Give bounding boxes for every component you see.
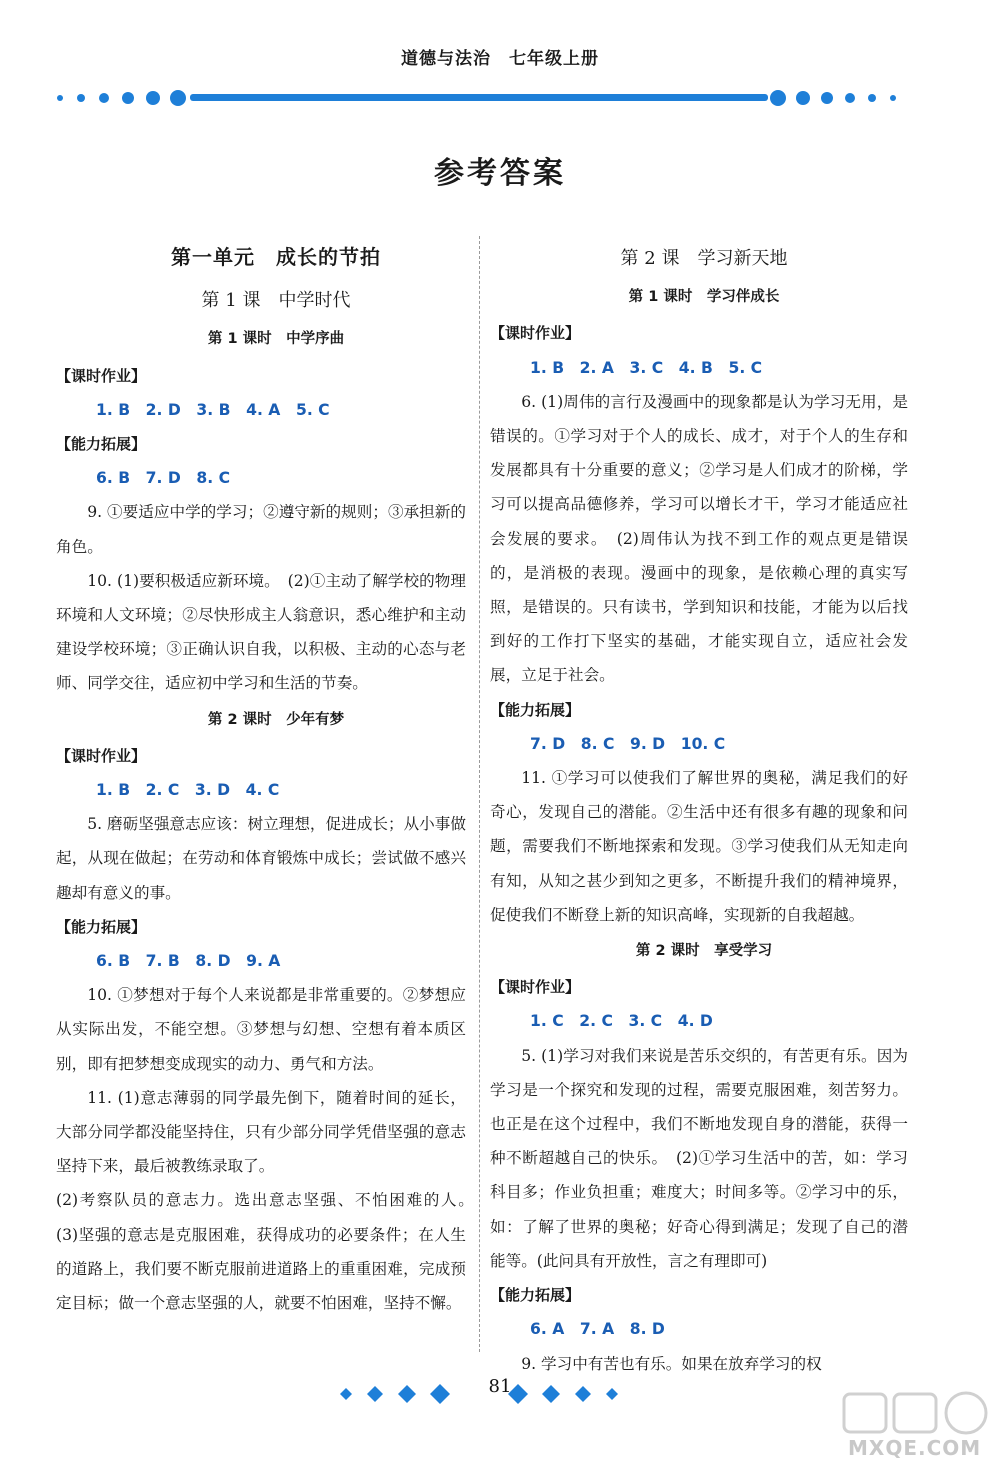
- answer-paragraph: 11. ①学习可以使我们了解世界的奥秘，满足我们的好奇心，发现自己的潜能。②生活中还有很多有趣的现象和问题，需要我们不断地探索和发现。③学习使我们从无知走向有知，从知之甚少到知之更多，不断提升我们的精神境界，促使我们不断登上新的知识高峰，实现新的自我超越。: [490, 769, 908, 924]
- right-column: [490, 236, 908, 1381]
- answer-line: 1. B 2. A 3. C 4. B 5. C: [530, 358, 763, 377]
- answer-line: 7. D 8. C 9. D 10. C: [530, 734, 726, 753]
- header-decorative-rule: [50, 80, 900, 116]
- answer-line: 6. B 7. D 8. C: [96, 469, 231, 488]
- period-title: 第 1 课时 中学序曲: [207, 331, 345, 348]
- page-number: 81: [488, 1376, 512, 1397]
- period-title: 第 2 课时 少年有梦: [207, 711, 345, 728]
- lesson-title: 第 1 课 中学时代: [201, 290, 351, 312]
- answer-paragraph: 10. (1)要积极适应新环境。 (2)①主动了解学校的物理环境和人文环境；②尽快形成主人翁意识，悉心维护和主动建设学校环境；③正确认识自我，以积极、主动的心态与老师、同学交往，适应初中学习和生活的节奏。: [56, 571, 466, 693]
- watermark-text: MXQE.COM: [848, 1436, 982, 1460]
- period-title: 第 1 课时 学习伴成长: [628, 289, 780, 306]
- answer-paragraph: 9. 学习中有苦也有乐。如果在放弃学习的权: [521, 1354, 822, 1373]
- running-header: 道德与法治 七年级上册: [401, 49, 599, 69]
- answer-line: 1. B 2. D 3. B 4. A 5. C: [96, 400, 330, 419]
- section-heading: 【课时作业】: [56, 366, 147, 385]
- section-heading: 【能力拓展】: [56, 917, 147, 936]
- period-title: 第 2 课时 享受学习: [635, 943, 773, 960]
- answer-paragraph: (2)考察队员的意志力。选出意志坚强、不怕困难的人。 (3)坚强的意志是克服困难，获得成功的必要条件；在人生的道路上，我们要不断克服前进道路上的重重困难，完成预定目标；做一个意志坚强的人，就要不怕困难，坚持不懈。: [56, 1191, 482, 1313]
- section-heading: 【课时作业】: [490, 324, 581, 343]
- answer-paragraph: 5. (1)学习对我们来说是苦乐交织的，有苦更有乐。因为学习是一个探究和发现的过程，需要克服困难，刻苦努力。也正是在这个过程中，我们不断地发现自身的潜能，获得一种不断超越自己的快乐。 (2)①学习生活中的苦，如：学习科目多；作业负担重；难度大；时间多等。②学习中的乐，如：了解了世界的奥秘；好奇心得到满足；发现了自己的潜能等。(此问具有开放性，言之有理即可): [490, 1046, 908, 1270]
- section-heading: 【能力拓展】: [56, 435, 147, 454]
- answer-line: 6. A 7. A 8. D: [530, 1320, 665, 1339]
- lesson-title: 第 2 课 学习新天地: [620, 248, 788, 269]
- answer-line: 6. B 7. B 8. D 9. A: [96, 952, 281, 971]
- unit-title: 第一单元 成长的节拍: [171, 245, 381, 269]
- answer-line: 1. C 2. C 3. C 4. D: [530, 1012, 713, 1031]
- answer-paragraph: 9. ①要适应中学的学习；②遵守新的规则；③承担新的角色。: [56, 503, 466, 556]
- section-heading: 【课时作业】: [490, 978, 581, 997]
- left-column: [56, 236, 482, 1320]
- answer-paragraph: 5. 磨砺坚强意志应该：树立理想，促进成长；从小事做起，从现在做起；在劳动和体育锻炼中成长；尝试做不感兴趣却有意义的事。: [56, 815, 466, 902]
- page-title: 参考答案: [434, 156, 566, 191]
- column-divider: [479, 236, 480, 1352]
- section-heading: 【课时作业】: [56, 746, 147, 765]
- answer-paragraph: 6. (1)周伟的言行及漫画中的现象都是认为学习无用，是错误的。①学习对于个人的成长、成才，对于个人的生存和发展都具有十分重要的意义；②学习是人们成才的阶梯，学习可以提高品德修养，学习可以增长才干，学习才能适应社会发展的要求。 (2)周伟认为找不到工作的观点更是错误的，是消极的表现。漫画中的现象，是依赖心理的真实写照，是错误的。只有读书，学到知识和技能，才能为以后找到好的工作打下坚实的基础，才能实现自立，适应社会发展，立足于社会。: [490, 392, 908, 685]
- answer-paragraph: 11. (1)意志薄弱的同学最先倒下，随着时间的延长，大部分同学都没能坚持住，只有少部分同学凭借坚强的意志坚持下来，最后被教练录取了。: [56, 1088, 466, 1176]
- answer-line: 1. B 2. C 3. D 4. C: [96, 781, 280, 800]
- section-heading: 【能力拓展】: [490, 700, 581, 719]
- answer-paragraph: 10. ①梦想对于每个人来说都是非常重要的。②梦想应从实际出发，不能空想。③梦想与幻想、空想有着本质区别，即有把梦想变成现实的动力、勇气和方法。: [56, 986, 466, 1073]
- section-heading: 【能力拓展】: [490, 1286, 581, 1305]
